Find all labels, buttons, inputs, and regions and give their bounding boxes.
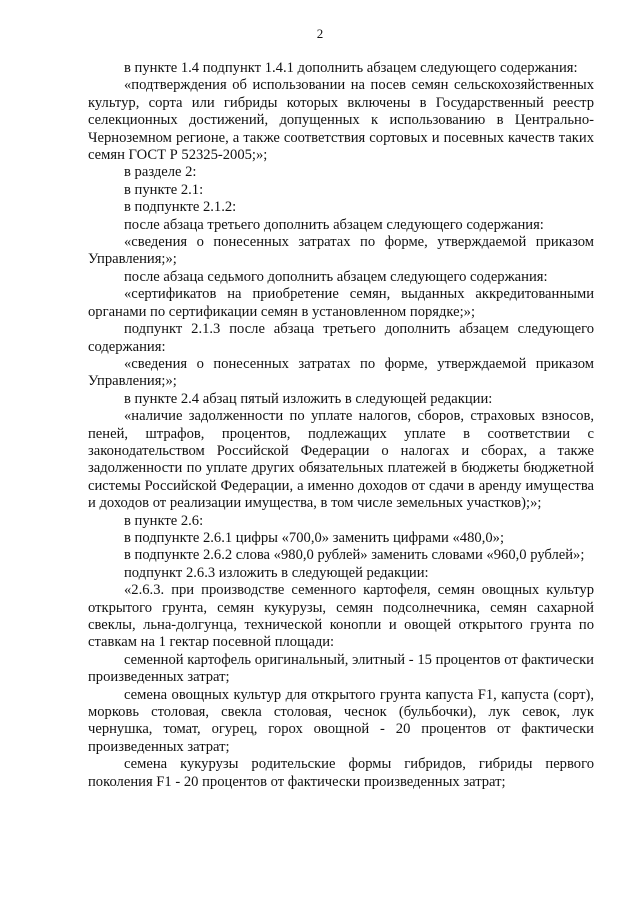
paragraph: «подтверждения об использовании на посев семян сельскохозяйственных культур, сорта или гибриды которых включены в Государственный реестр селекционных достижений, допущенных к использованию в Центрально-Черноземном регионе, а также соответствия сортовых и посевных качеств таких семян ГОСТ Р 52325-2005;»; bbox=[88, 77, 594, 164]
paragraph: после абзаца третьего дополнить абзацем следующего содержания: bbox=[124, 216, 544, 233]
paragraph: в подпункте 2.6.2 слова «980,0 рублей» заменить словами «960,0 рублей»; bbox=[124, 547, 585, 564]
paragraph: «сертификатов на приобретение семян, выданных аккредитованными органами по сертификации семян в установленном порядке;»; bbox=[88, 286, 594, 320]
paragraph: семена кукурузы родительские формы гибридов, гибриды первого поколения F1 - 20 процентов от фактически произведенных затрат; bbox=[88, 756, 594, 790]
paragraph: в разделе 2: bbox=[124, 164, 197, 181]
paragraph: «2.6.3. при производстве семенного картофеля, семян овощных культур открытого грунта, семян кукурузы, семян подсолнечника, семян сахарной свеклы, льна-долгунца, технической конопли и овощей открытого грунта по ставкам на 1 гектар посевной площади: bbox=[88, 582, 594, 651]
paragraph: «сведения о понесенных затратах по форме, утверждаемой приказом Управления;»; bbox=[88, 234, 594, 268]
page-number: 2 bbox=[316, 26, 324, 41]
paragraph: «сведения о понесенных затратах по форме, утверждаемой приказом Управления;»; bbox=[88, 355, 594, 390]
paragraph: в пункте 1.4 подпункт 1.4.1 дополнить абзацем следующего содержания: bbox=[124, 60, 578, 76]
paragraph: в пункте 2.4 абзац пятый изложить в следующей редакции: bbox=[124, 390, 493, 407]
paragraph: после абзаца седьмого дополнить абзацем следующего содержания: bbox=[124, 268, 548, 285]
paragraph: в пункте 2.6: bbox=[124, 512, 204, 529]
paragraph: в подпункте 2.1.2: bbox=[124, 199, 237, 216]
paragraph: семенной картофель оригинальный, элитный - 15 процентов от фактически произведенных затрат; bbox=[88, 651, 594, 686]
paragraph: в подпункте 2.6.1 цифры «700,0» заменить цифрами «480,0»; bbox=[124, 529, 504, 546]
paragraph: «наличие задолженности по уплате налогов, сборов, страховых взносов, пеней, штрафов, процентов, подлежащих уплате в соответствии с законодательством Российской Федерации о налогах и сборах, а также задолженности по уплате других обязательных платежей в бюджеты бюджетной системы Российской Федерации, а именно доходов от сдачи в аренду имущества и доходов от реализации имущества, в том числе земельных участков);»; bbox=[88, 408, 594, 512]
document-body bbox=[88, 60, 594, 791]
paragraph: в пункте 2.1: bbox=[124, 181, 204, 198]
paragraph: подпункт 2.1.3 после абзаца третьего дополнить абзацем следующего содержания: bbox=[88, 321, 594, 355]
paragraph: семена овощных культур для открытого грунта капуста F1, капуста (сорт), морковь столовая, свекла столовая, чеснок (бульбочки), лук севок, лук чернушка, томат, огурец, горох овощной - 20 процентов от фактически произведенных затрат; bbox=[88, 686, 594, 755]
paragraph: подпункт 2.6.3 изложить в следующей редакции: bbox=[124, 564, 429, 581]
